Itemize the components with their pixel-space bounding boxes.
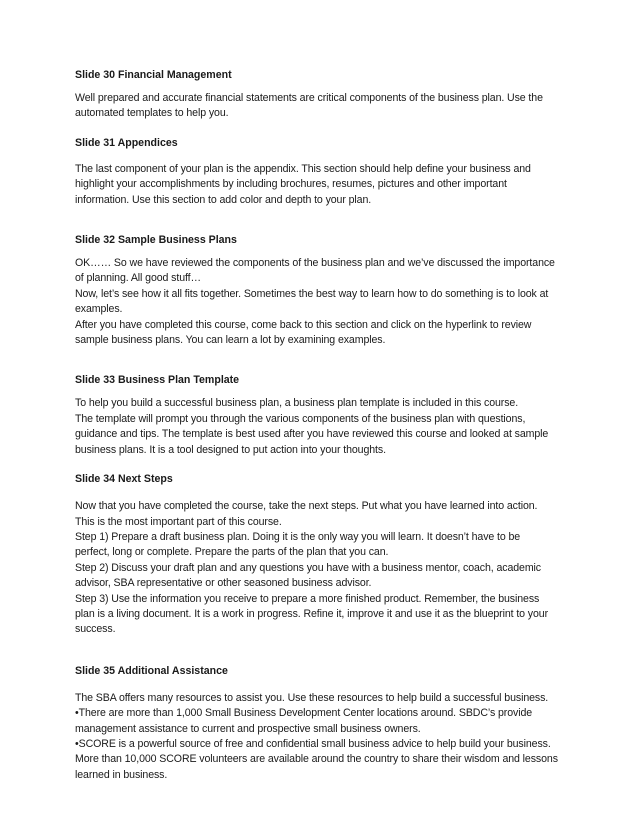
body-line: The template will prompt you through the various components of the business plan with questions, [75,412,526,425]
body-line: The SBA offers many resources to assist you. Use these resources to help build a successful business. [75,691,549,704]
section-slide-33 [75,373,585,458]
section-body [75,396,585,458]
body-line: of planning. All good stuff… [75,272,201,285]
document-page [75,68,585,783]
body-line: plan is a living document. It is a work in progress. Refine it, improve it and use it as the blueprint to your [75,607,549,620]
body-line: OK…… So we have reviewed the components of the business plan and we’ve discussed the importance [75,257,555,270]
body-line: highlight your accomplishments by including brochures, resumes, pictures and other important [75,178,507,191]
body-line: perfect, long or complete. Prepare the parts of the plan that you can. [75,546,389,559]
section-heading: Slide 34 Next Steps [75,473,173,486]
body-line: advisor, SBA representative or other seasoned business advisor. [75,577,372,590]
body-line: Now that you have completed the course, take the next steps. Put what you have learned into action. [75,500,538,513]
body-line: Step 3) Use the information you receive to prepare a more finished product. Remember, the business [75,592,540,605]
body-line: information. Use this section to add color and depth to your plan. [75,193,372,206]
section-body [75,91,585,122]
section-heading: Slide 35 Additional Assistance [75,664,228,677]
body-line: management assistance to current and prospective small business owners. [75,722,421,735]
body-line: business plans. It is a tool designed to put action into your thoughts. [75,443,386,456]
section-body [75,256,585,348]
section-body [75,691,585,783]
section-slide-31 [75,136,585,208]
body-line: Step 1) Prepare a draft business plan. Doing it is the only way you will learn. It doesn’t have to be [75,530,521,543]
body-line: After you have completed this course, come back to this section and click on the hyperlink to review [75,318,532,331]
body-line: Now, let’s see how it all fits together. Sometimes the best way to learn how to do something is to look at [75,287,549,300]
body-line: •There are more than 1,000 Small Business Development Center locations around. SBDC’s provide [75,707,533,720]
section-heading: Slide 31 Appendices [75,136,178,149]
body-line: Step 2) Discuss your draft plan and any questions you have with a business mentor, coach, academic [75,561,542,574]
section-heading: Slide 33 Business Plan Template [75,374,240,387]
body-line: The last component of your plan is the appendix. This section should help define your business and [75,162,531,175]
section-heading: Slide 32 Sample Business Plans [75,234,237,247]
body-line: examples. [75,303,123,316]
section-body [75,162,585,208]
section-slide-30 [75,68,585,122]
section-heading: Slide 30 Financial Management [75,69,232,81]
body-line: To help you build a successful business plan, a business plan template is included in this course. [75,397,519,410]
section-body [75,499,585,638]
body-line: success. [75,623,116,636]
body-line: More than 10,000 SCORE volunteers are available around the country to share their wisdom and lessons [75,753,558,766]
body-line: Well prepared and accurate financial statements are critical components of the business plan. Use the [75,92,543,104]
section-slide-35 [75,664,585,783]
body-line: automated templates to help you. [75,107,229,120]
body-line: guidance and tips. The template is best used after you have reviewed this course and looked at sample [75,428,549,441]
section-slide-32 [75,233,585,348]
section-slide-34 [75,472,585,638]
body-line: learned in business. [75,768,168,781]
body-line: This is the most important part of this course. [75,515,282,528]
body-line: •SCORE is a powerful source of free and confidential small business advice to help build your business. [75,737,551,750]
body-line: sample business plans. You can learn a lot by examining examples. [75,334,386,347]
